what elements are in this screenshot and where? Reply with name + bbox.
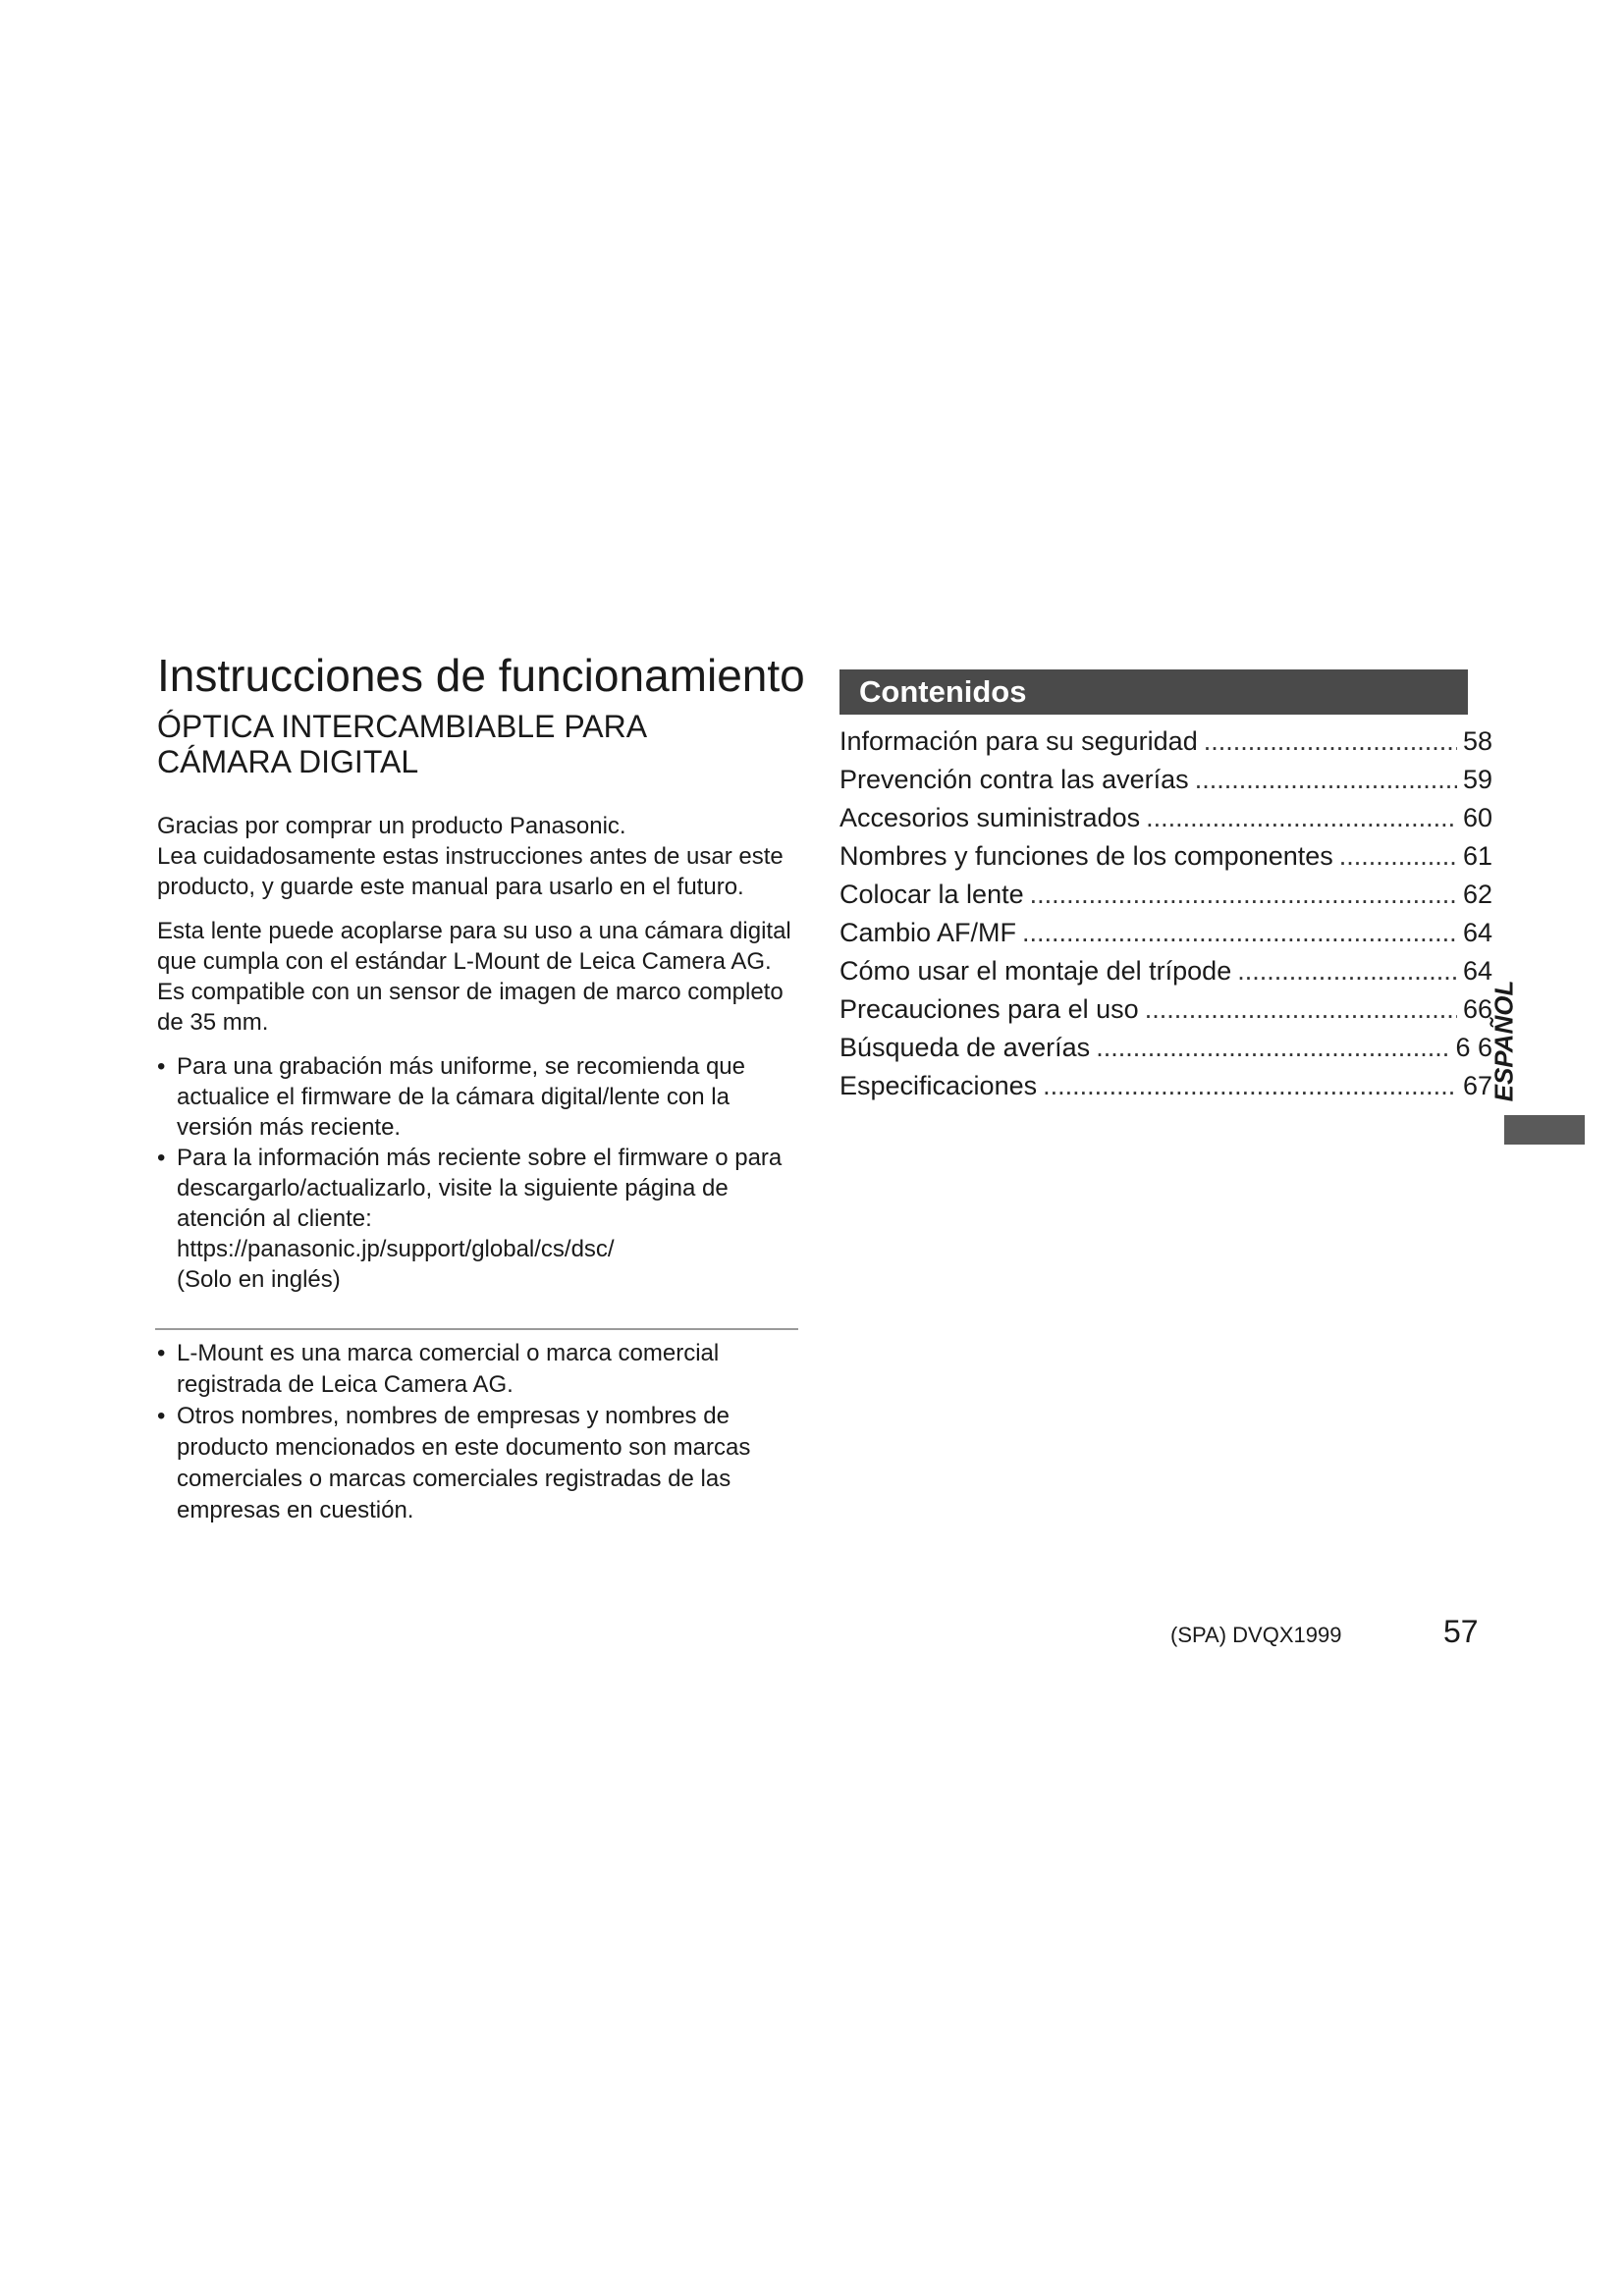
toc-item-cambio-af-mf[interactable] [839,914,1492,952]
toc-item-averias-prevencion[interactable] [839,761,1492,799]
toc-item-page: 64 [1462,956,1492,986]
toc-item-page: 60 [1462,803,1492,832]
toc-item-tripode[interactable] [839,952,1492,990]
bullet-dot-icon: • [157,1403,166,1429]
toc-item-page: 66 [1462,994,1492,1024]
toc-item-precauciones[interactable] [839,990,1492,1029]
note-text: Otros nombres, nombres de empresas y nombres de producto mencionados en este documento son marcas comerciales o marcas comerciales registradas de las empresas en cuestión. [177,1403,751,1523]
intro-text [157,811,805,1038]
toc-item-label: Precauciones para el uso [839,994,1139,1024]
toc-leader-dots [1237,952,1457,990]
section-divider [155,1328,798,1330]
toc-item-page: 67 [1462,1071,1492,1100]
toc-leader-dots [1043,1067,1457,1105]
note-item [157,1401,805,1526]
intro-paragraph-1: Gracias por comprar un producto Panasonic. Lea cuidadosamente estas instrucciones antes de usar este producto, y guarde este manual para usarlo en el futuro. [157,813,784,900]
toc-item-label: Búsqueda de averías [839,1033,1091,1062]
toc-item-label: Colocar la lente [839,880,1024,909]
toc-item-page: 59 [1462,765,1492,794]
toc-item-page: 64 [1462,918,1492,947]
toc-leader-dots [1146,799,1457,837]
document-code: (SPA) DVQX1999 [1170,1623,1342,1647]
toc-list [839,722,1492,1105]
subtitle-line-1: ÓPTICA INTERCAMBIABLE PARA [157,709,648,744]
toc-item-label: Prevención contra las averías [839,765,1189,794]
toc-item-busqueda-averias[interactable] [839,1029,1492,1067]
toc-leader-dots [1145,990,1457,1029]
firmware-bullets [157,1051,805,1234]
toc-item-componentes[interactable] [839,837,1492,876]
bullet-item [157,1051,805,1143]
toc-header: Contenidos [839,669,1468,715]
language-tab-bar [1504,1115,1585,1145]
toc-item-seguridad[interactable] [839,722,1492,761]
document-title: Instrucciones de funcionamiento [157,650,805,701]
toc-leader-dots [1030,876,1457,914]
intro-paragraph-2: Esta lente puede acoplarse para su uso a una cámara digital que cumpla con el estándar L-Mount de Leica Camera AG. Es compatible con un sensor de imagen de marco completo de 35 mm. [157,918,791,1036]
language-tab-label: ESPAÑOL [1489,980,1519,1101]
toc-item-page: 62 [1462,880,1492,909]
toc-item-accesorios[interactable] [839,799,1492,837]
page-number: 57 [1443,1614,1479,1649]
toc-item-label: Información para su seguridad [839,726,1198,756]
bullet-dot-icon: • [157,1340,166,1366]
toc-leader-dots [1022,914,1457,952]
toc-leader-dots [1204,722,1457,761]
note-item [157,1338,805,1401]
support-language-note: (Solo en inglés) [177,1266,341,1293]
toc-item-page: 61 [1462,841,1492,871]
toc-item-label: Accesorios suministrados [839,803,1141,832]
toc-leader-dots [1195,761,1457,799]
toc-item-colocar-lente[interactable] [839,876,1492,914]
bullet-text: Para una grabación más uniforme, se recomienda que actualice el firmware de la cámara digital/lente con la versión más reciente. [177,1053,745,1141]
toc-item-label: Cambio AF/MF [839,918,1017,947]
toc-item-label: Cómo usar el montaje del trípode [839,956,1232,986]
support-url-link[interactable]: https://panasonic.jp/support/global/cs/dsc/ [177,1236,615,1262]
note-text: L-Mount es una marca comercial o marca comercial registrada de Leica Camera AG. [177,1340,720,1398]
support-info [157,1234,805,1295]
subtitle-line-2: CÁMARA DIGITAL [157,744,419,779]
left-column [157,648,805,1526]
trademark-notes [157,1338,805,1526]
table-of-contents [839,669,1492,1105]
bullet-dot-icon: • [157,1053,166,1080]
language-tab [1485,982,1524,1099]
toc-leader-dots [1339,837,1457,876]
product-subtitle [157,709,805,779]
toc-item-label: Nombres y funciones de los componentes [839,841,1333,871]
bullet-item [157,1143,805,1234]
toc-item-page: 58 [1462,726,1492,756]
toc-item-page: 6 6 [1455,1033,1492,1062]
toc-item-label: Especificaciones [839,1071,1038,1100]
bullet-text: Para la información más reciente sobre el firmware o para descargarlo/actualizarlo, visite la siguiente página de atención al cliente: [177,1145,783,1232]
toc-leader-dots [1096,1029,1449,1067]
bullet-dot-icon: • [157,1145,166,1171]
toc-item-especificaciones[interactable] [839,1067,1492,1105]
